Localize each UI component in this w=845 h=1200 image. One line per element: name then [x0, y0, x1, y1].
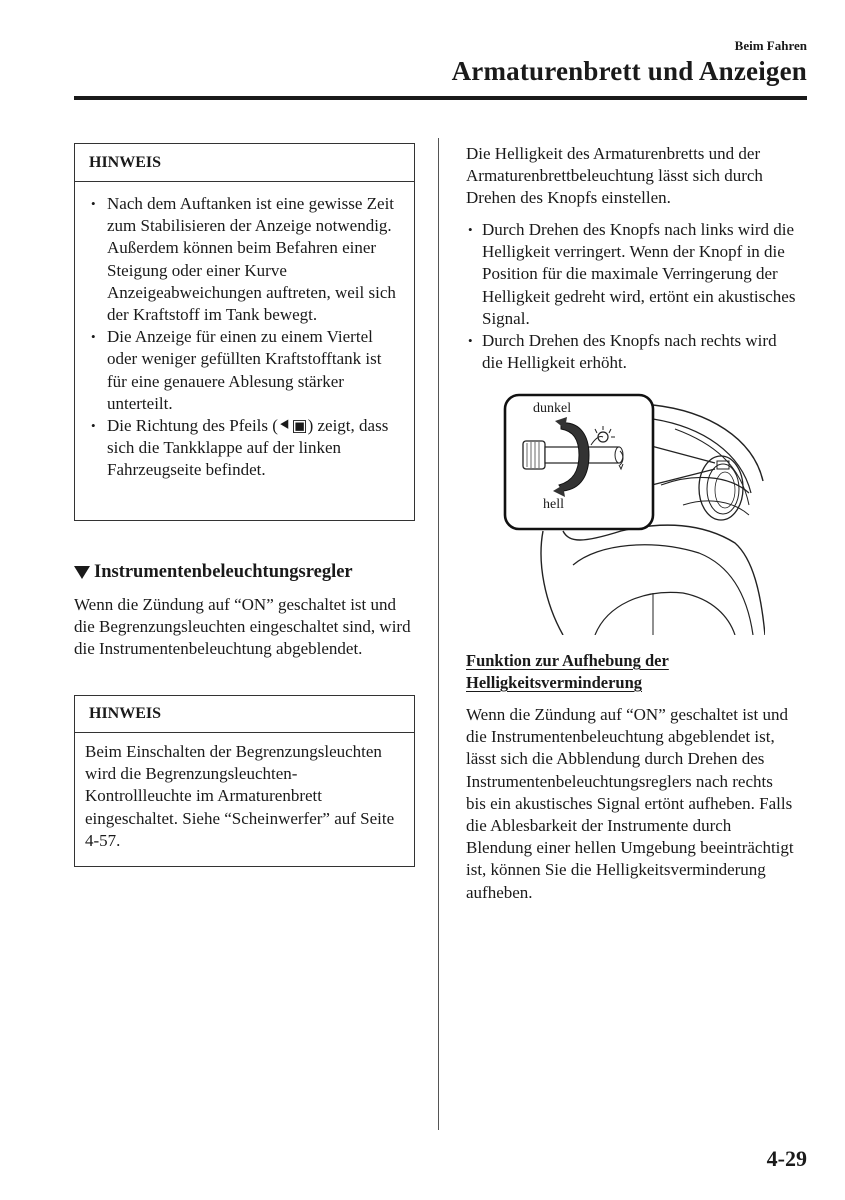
section-title-text: Instrumentenbeleuchtungsregler — [94, 561, 353, 582]
note-heading: HINWEIS — [75, 696, 414, 733]
brightness-bullet-item: • Durch Drehen des Knopfs nach links wird die Helligkeit verringert. Wenn der Knopf in die Position für die maximale Verringerung der Helligkeit gedreht wird, ertönt ein akustisches Signal. — [466, 219, 796, 330]
figure-label-hell: hell — [543, 497, 564, 512]
note-bullet-list — [87, 193, 404, 482]
subsection-paragraph: Wenn die Zündung auf “ON” geschaltet ist und die Instrumentenbeleuchtung abgeblendet ist, lässt sich die Abblendung durch Drehen des Instrumentenbeleuchtungsreglers nach rechts bis ein akustisches Signal ertönt aufheben. Falls die Ablesbarkeit der Instrumente durch Blendung einer hellen Umgebung beeinträchtigt ist, können Sie die Helligkeitsverminderung aufheben. — [466, 705, 794, 902]
note-box-fuel — [74, 143, 415, 521]
intro-paragraph: Die Helligkeit des Armaturenbretts und der Armaturenbrettbeleuchtung lässt sich durch Drehen des Knopfs einstellen. — [466, 144, 763, 208]
section-title — [74, 561, 419, 583]
triangle-marker-icon — [74, 566, 90, 579]
header-rule — [74, 96, 807, 100]
note-body — [75, 182, 414, 482]
page-number: 4-29 — [766, 1146, 807, 1171]
figure-label-dunkel: dunkel — [533, 401, 572, 416]
brightness-bullet-item: • Durch Drehen des Knopfs nach rechts wird die Helligkeit erhöht. — [466, 330, 796, 374]
column-divider — [438, 138, 439, 1130]
note-bullet-item: • Nach dem Auftanken ist eine gewisse Zeit zum Stabilisieren der Anzeige notwendig. Außerdem können beim Befahren einer Steigung oder einer Kurve Anzeigeabweichungen auftreten, weil sich der Kraftstoff im Tank bewegt. — [87, 193, 404, 326]
running-header-section: Beim Fahren — [734, 38, 807, 53]
note-bullet-item: • Die Richtung des Pfeils (⯇▣) zeigt, dass sich die Tankklappe auf der linken Fahrzeugseite befindet. — [87, 415, 404, 482]
subsection-title — [466, 650, 796, 694]
dimmer-knob-illustration — [503, 393, 765, 635]
brightness-bullet-list — [466, 219, 796, 374]
dimmer-knob-drawing — [503, 393, 765, 635]
note-bullet-item: • Die Anzeige für einen zu einem Viertel oder weniger gefüllten Kraftstofftank ist für eine genauere Ablesung stärker unterteilt. — [87, 326, 404, 415]
section-paragraph: Wenn die Zündung auf “ON” geschaltet ist und die Begrenzungsleuchten eingeschaltet sind, wird die Instrumentenbeleuchtung abgeblendet. — [74, 595, 411, 659]
note-box-lights — [74, 695, 415, 867]
subsection-title-line: Helligkeitsverminderung — [466, 673, 642, 692]
note-heading: HINWEIS — [75, 144, 414, 182]
page-title: Armaturenbrett und Anzeigen — [451, 56, 807, 86]
subsection-title-line: Funktion zur Aufhebung der — [466, 651, 669, 670]
note-body: Beim Einschalten der Begrenzungsleuchten wird die Begrenzungsleuchten-Kontrollleuchte im Armaturenbrett eingeschaltet. Siehe “Scheinwerfer” auf Seite 4-57. — [85, 742, 395, 850]
